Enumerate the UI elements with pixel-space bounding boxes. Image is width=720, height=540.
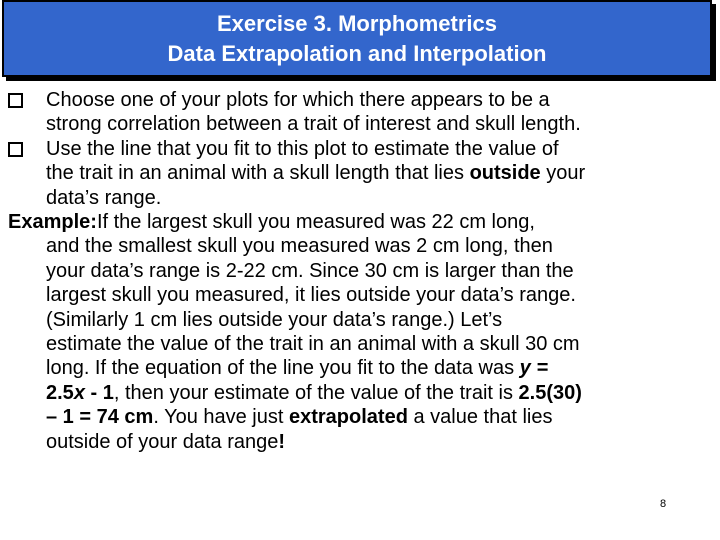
- equation-start: y =: [519, 357, 549, 380]
- example-line-6: estimate the value of the trait in an animal with a skull 30 cm: [46, 333, 580, 356]
- estimate-result: – 1 = 74 cm: [46, 406, 154, 429]
- example-paragraph: [8, 210, 714, 454]
- example-line-2: and the smallest skull you measured was 2 cm long, then: [46, 235, 553, 258]
- bullet-2-line-3: data’s range.: [46, 186, 162, 209]
- example-line-10: [46, 430, 714, 454]
- example-line-7-text: long. If the equation of the line you fit to the data was: [46, 357, 520, 380]
- equation-coefficient: 2.5: [46, 381, 74, 404]
- bullet-1-line-2: strong correlation between a trait of interest and skull length.: [46, 113, 581, 136]
- slide-body: [8, 88, 714, 454]
- equation-intercept: - 1: [84, 381, 114, 404]
- bullet-2-emphasis: outside: [469, 162, 541, 185]
- slide-title-line-1: Exercise 3. Morphometrics: [216, 10, 497, 36]
- slide-title-banner: [2, 0, 712, 77]
- bullet-1-line-1: Choose one of your plots for which there appears to be a: [46, 89, 550, 111]
- estimate-expression: 2.5(30): [518, 381, 582, 404]
- hollow-square-bullet-icon: [8, 93, 23, 108]
- page-number: 8: [660, 498, 667, 510]
- example-line-8-text: , then your estimate of the value of the trait is: [113, 381, 519, 404]
- example-line-9: [46, 405, 714, 429]
- example-line-8: [46, 381, 714, 405]
- example-label: Example:: [8, 211, 97, 234]
- example-line-10-text: outside of your data range: [46, 430, 279, 453]
- extrapolated-term: extrapolated: [288, 406, 408, 429]
- example-line-7: [46, 356, 714, 380]
- example-line-3: your data’s range is 2-22 cm. Since 30 cm is larger than the: [46, 259, 574, 282]
- bullet-item-1: [8, 88, 714, 137]
- bullet-2-line-2-tail: your: [540, 162, 586, 185]
- equation-variable: x: [73, 381, 85, 404]
- example-line-9-text: . You have just: [153, 406, 289, 429]
- bullet-2-line-2-text: the trait in an animal with a skull length that lies: [46, 162, 470, 185]
- hollow-square-bullet-icon: [8, 142, 23, 157]
- slide-title-line-2: Data Extrapolation and Interpolation: [167, 40, 547, 66]
- bullet-2-line-1: Use the line that you fit to this plot to estimate the value of: [46, 137, 559, 160]
- example-line-4: largest skull you measured, it lies outside your data’s range.: [46, 284, 576, 307]
- example-line-9-tail: a value that lies: [407, 406, 553, 429]
- example-line-5: (Similarly 1 cm lies outside your data’s range.) Let’s: [46, 308, 503, 331]
- exclamation-mark: !: [278, 430, 286, 453]
- example-line-1-text: If the largest skull you measured was 22 cm long,: [96, 211, 535, 234]
- bullet-item-2: [8, 137, 714, 210]
- bullet-2-line-2: [46, 161, 714, 185]
- example-line-1: [8, 210, 714, 234]
